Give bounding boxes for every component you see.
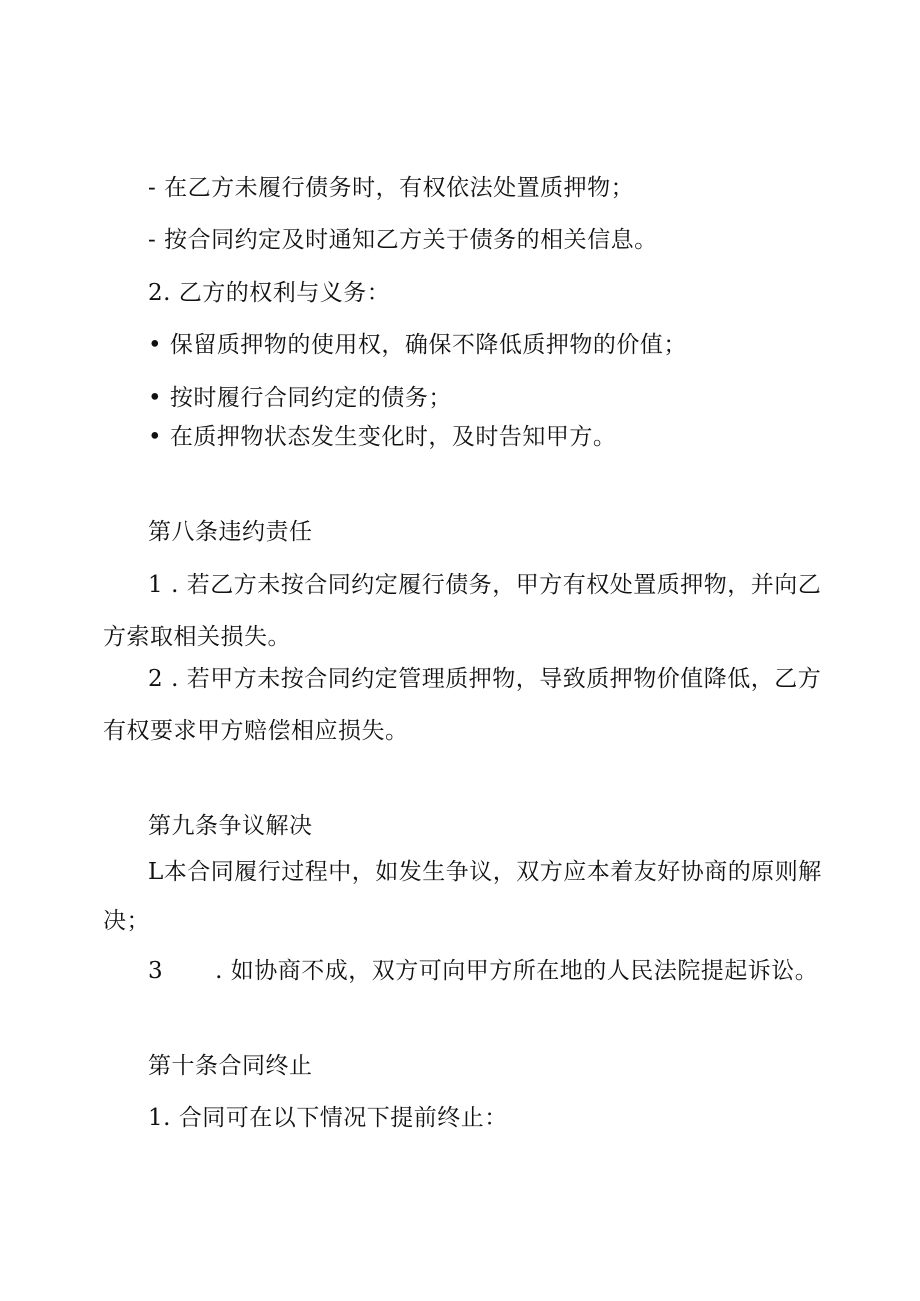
article8-item2-continuation: 有权要求甲方赔偿相应损失。 <box>103 718 409 744</box>
article8-item1-number: 1 <box>148 572 164 598</box>
section-heading-party-b: 2. 乙方的权利与义务： <box>148 280 391 306</box>
obligation-line-2: - 按合同约定及时通知乙方关于债务的相关信息。 <box>148 227 658 253</box>
article9-heading: 第九条争议解决 <box>148 813 313 839</box>
bullet-item-1: • 保留质押物的使用权，确保不降低质押物的价值； <box>148 332 687 358</box>
article9-item3 <box>148 956 818 986</box>
article8-heading: 第八条违约责任 <box>148 519 313 545</box>
article10-item1: 1. 合同可在以下情况下提前终止： <box>148 1105 508 1131</box>
article8-item1-continuation: 方索取相关损失。 <box>103 624 291 650</box>
article8-item1-text: . 若乙方未按合同约定履行债务，甲方有权处置质押物，并向乙 <box>171 572 822 598</box>
article10-heading: 第十条合同终止 <box>148 1053 313 1079</box>
bullet-item-2: • 按时履行合同约定的债务； <box>148 385 452 411</box>
article8-item2 <box>148 664 821 694</box>
article8-item2-number: 2 <box>148 666 164 692</box>
obligation-line-1: - 在乙方未履行债务时，有权依法处置质押物； <box>148 175 635 201</box>
bullet-item-3: • 在质押物状态发生变化时，及时告知甲方。 <box>148 424 617 450</box>
article8-item1 <box>148 570 821 600</box>
article9-item1-continuation: 决； <box>103 908 150 934</box>
article9-item1: L本合同履行过程中，如发生争议，双方应本着友好协商的原则解 <box>148 859 822 885</box>
article9-item3-text: . 如协商不成，双方可向甲方所在地的人民法院提起诉讼。 <box>215 958 819 984</box>
article9-item3-number: 3 <box>148 958 164 984</box>
article8-item2-text: . 若甲方未按合同约定管理质押物，导致质押物价值降低，乙方 <box>171 666 822 692</box>
